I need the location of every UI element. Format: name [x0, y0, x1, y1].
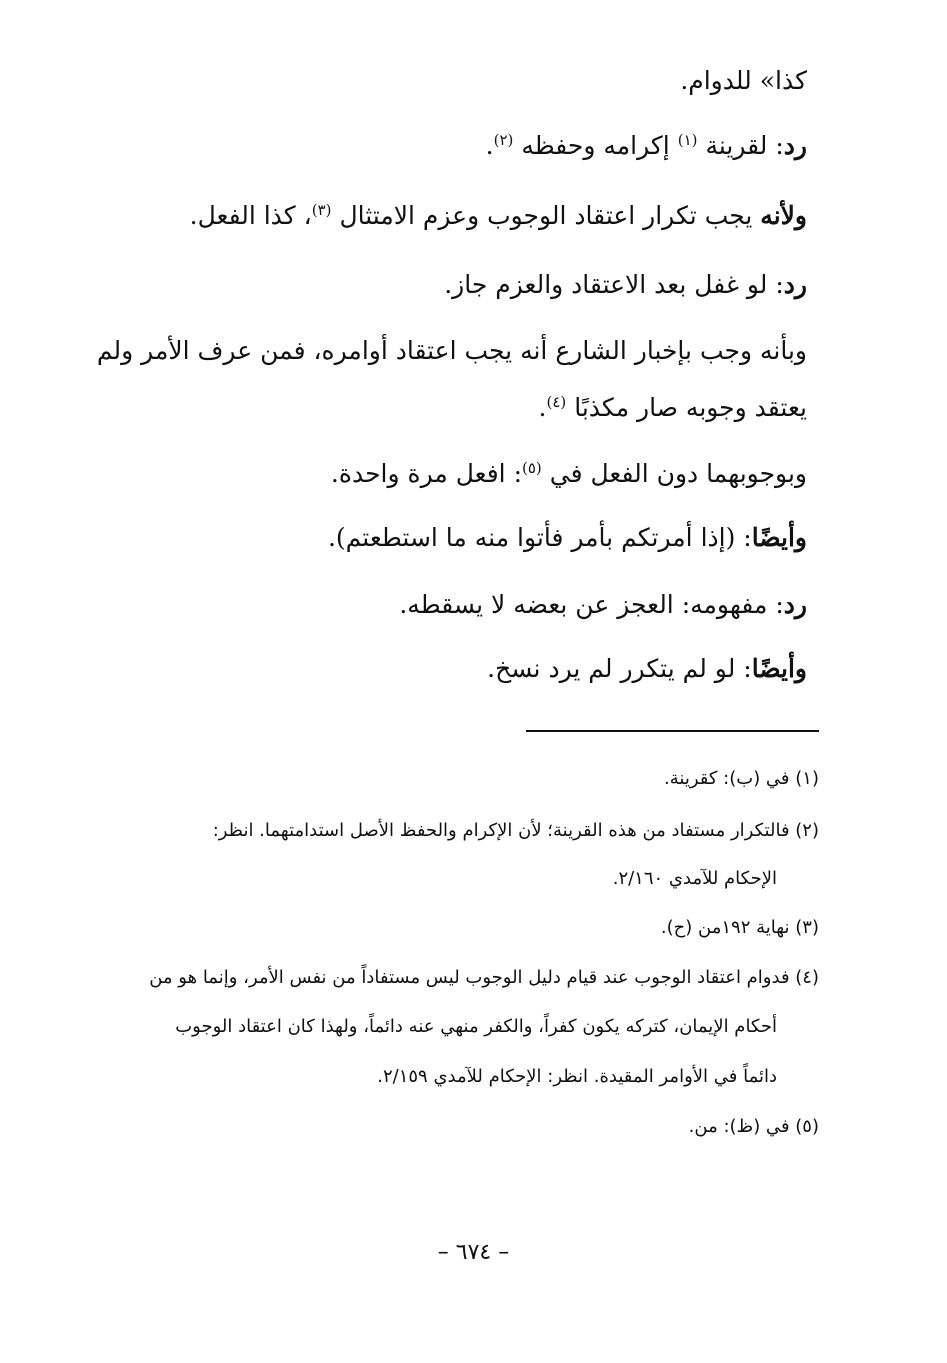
line-6-part-a: يعتقد وجوبه صار مكذبًا	[574, 393, 807, 422]
footnote-separator	[526, 730, 819, 732]
line-9-part-a: : مفهومه: العجز عن بعضه لا يسقطه.	[399, 590, 784, 619]
text-line-10	[487, 652, 807, 686]
footnote-4-line-1: (٤) فدوام اعتقاد الوجوب عند قيام دليل الوجوب ليس مستفاداً من نفس الأمر، وإنما هو من	[149, 967, 819, 988]
keyword-radd: رد	[783, 590, 807, 619]
line-3-part-b: ، كذا الفعل.	[189, 201, 312, 230]
footnote-1: (١) في (ب): كقرينة.	[664, 768, 819, 789]
line-7-part-a: وبوجوبهما دون الفعل في	[549, 459, 807, 488]
line-10-part-a: : لو لم يتكرر لم يرد نسخ.	[487, 654, 752, 683]
line-2-part-b: إكرامه وحفظه	[521, 131, 678, 160]
text-line-3	[190, 199, 807, 233]
line-2-part-c: .	[485, 131, 494, 160]
keyword-radd: رد	[783, 270, 807, 299]
text-line-2	[486, 129, 807, 163]
line-6-part-b: .	[538, 393, 547, 422]
footnote-2-line-1: (٢) فالتكرار مستفاد من هذه القرينة؛ لأن الإكرام والحفظ الأصل استدامتهما. انظر:	[212, 820, 819, 841]
footnote-ref-4[interactable]: (٤)	[546, 393, 567, 411]
line-2-part-a: : لقرينة	[705, 131, 784, 160]
line-8-part-a: : (إذا أمرتكم بأمر فأتوا منه ما استطعتم).	[327, 523, 752, 552]
text-line-6	[539, 391, 807, 425]
page-number: – ٦٧٤ –	[437, 1240, 510, 1265]
footnote-ref-5[interactable]: (٥)	[522, 459, 542, 477]
keyword-wa-aydan: وأيضًا	[751, 654, 807, 683]
footnote-4-line-3: دائماً في الأوامر المقيدة. انظر: الإحكام للآمدي ٢/١٥٩.	[377, 1066, 777, 1087]
footnote-3: (٣) نهاية ١٩٢من (ح).	[660, 917, 819, 938]
keyword-radd: رد	[783, 131, 807, 160]
footnote-2-line-2: الإحكام للآمدي ٢/١٦٠.	[612, 868, 777, 889]
footnote-5: (٥) في (ظ): من.	[688, 1116, 819, 1137]
text-line-4	[444, 268, 807, 302]
text-line-7	[331, 457, 807, 491]
footnote-ref-2[interactable]: (٢)	[493, 131, 514, 149]
text-line-5: وبأنه وجب بإخبار الشارع أنه يجب اعتقاد أوامره، فمن عرف الأمر ولم	[96, 336, 807, 365]
text-line-1: كذا» للدوام.	[680, 66, 807, 95]
text-line-8	[328, 521, 807, 555]
footnote-ref-1[interactable]: (١)	[677, 131, 698, 149]
keyword-wa-li-annahu: ولأنه	[760, 201, 807, 230]
line-4-part-a: : لو غفل بعد الاعتقاد والعزم جاز.	[444, 270, 784, 299]
line-3-part-a: يجب تكرار اعتقاد الوجوب وعزم الامتثال	[339, 201, 761, 230]
footnote-4-line-2: أحكام الإيمان، كتركه يكون كفراً، والكفر منهي عنه دائماً، ولهذا كان اعتقاد الوجوب	[175, 1016, 777, 1037]
line-7-part-b: : افعل مرة واحدة.	[330, 459, 522, 488]
keyword-wa-aydan: وأيضًا	[751, 523, 807, 552]
text-line-9	[399, 588, 807, 622]
footnote-ref-3[interactable]: (٣)	[311, 201, 332, 219]
